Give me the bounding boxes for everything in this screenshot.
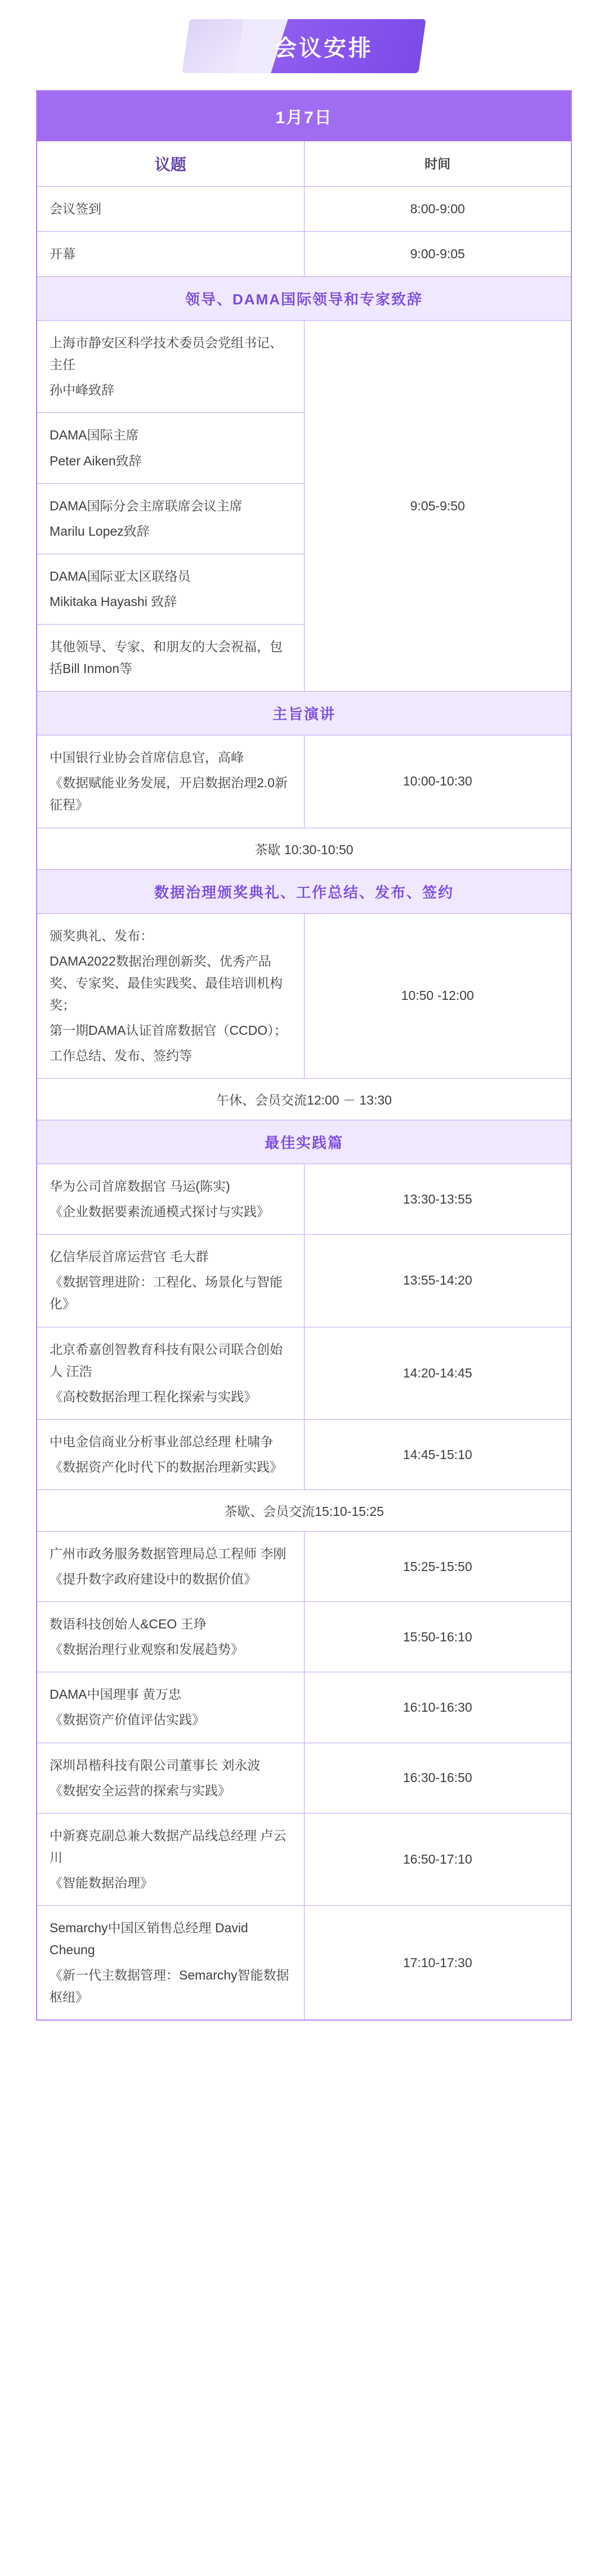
session-topic-line: 上海市静安区科学技术委员会党组书记、主任: [50, 335, 283, 373]
session-topic-line: 其他领导、专家、和朋友的大会祝福，包括Bill Inmon等: [50, 639, 283, 676]
table-row: [37, 913, 571, 1079]
session-topic-cell: [37, 232, 304, 277]
session-topic-line: 第一期DAMA认证首席数据官（CCDO）；: [50, 1022, 287, 1038]
banner: [186, 19, 422, 73]
session-topic-cell: [37, 1327, 304, 1419]
break-label: 午休、会员交流12:00 － 13:30: [37, 1079, 571, 1120]
session-topic-line: 颁奖典礼、发布：: [50, 928, 153, 943]
break-row: [37, 1079, 571, 1120]
session-topic-line: 《提升数字政府建设中的数据价值》: [50, 1572, 257, 1587]
section-title: 主旨演讲: [37, 692, 571, 735]
session-topic-cell: [37, 1419, 304, 1489]
session-topic-line: 广州市政务服务数据管理局总工程师 李刚: [50, 1546, 287, 1561]
session-topic-cell: [37, 913, 304, 1079]
table-row: [37, 1164, 571, 1235]
table-row: [37, 1743, 571, 1813]
session-topic-cell: [37, 413, 304, 483]
column-header-time: 时间: [304, 141, 571, 187]
section-header-row: [37, 277, 571, 321]
break-label: 茶歇 10:30-10:50: [37, 828, 571, 869]
session-time-cell: 9:00-9:05: [304, 232, 571, 277]
table-row: [37, 232, 571, 277]
banner-title: 会议安排: [274, 35, 373, 61]
session-topic-line: DAMA2022数据治理创新奖、优秀产品奖、专家奖、最佳实践奖、最佳培训机构奖；: [50, 953, 283, 1012]
table-row: [37, 735, 571, 828]
session-topic-line: Mikitaka Hayashi 致辞: [50, 594, 177, 609]
session-time-cell: 16:50-17:10: [304, 1813, 571, 1905]
session-time-cell: 10:50 -12:00: [304, 913, 571, 1079]
date-header: 1月7日: [37, 91, 571, 141]
session-topic-line: 数语科技创始人&CEO 王琤: [50, 1617, 207, 1632]
session-topic-cell: [37, 1906, 304, 2021]
section-header-row: [37, 869, 571, 913]
session-topic-line: 《数据资产化时代下的数据治理新实践》: [50, 1459, 283, 1474]
break-row: [37, 1490, 571, 1532]
column-header-topic: 议题: [37, 141, 304, 187]
session-time-cell: 17:10-17:30: [304, 1906, 571, 2021]
session-topic-line: Semarchy中国区销售总经理 David Cheung: [50, 1920, 248, 1958]
session-topic-line: 《数据治理行业观察和发展趋势》: [50, 1642, 244, 1657]
column-header-row: [37, 141, 571, 187]
session-topic-cell: [37, 1743, 304, 1813]
table-row: [37, 1602, 571, 1672]
section-header-row: [37, 1120, 571, 1164]
table-row: [37, 1419, 571, 1489]
session-topic-line: 开幕: [50, 246, 75, 262]
session-topic-line: 亿信华辰首席运营官 毛大群: [50, 1249, 209, 1264]
session-time-cell: 15:25-15:50: [304, 1532, 571, 1602]
break-row: [37, 828, 571, 869]
session-topic-line: DAMA国际分会主席联席会议主席: [50, 498, 243, 513]
session-time-cell: 16:10-16:30: [304, 1672, 571, 1743]
session-topic-cell: [37, 1672, 304, 1743]
section-title: 领导、DAMA国际领导和专家致辞: [37, 277, 571, 321]
section-title: 数据治理颁奖典礼、工作总结、发布、签约: [37, 869, 571, 913]
session-topic-cell: [37, 321, 304, 413]
table-row: [37, 1327, 571, 1419]
session-topic-line: 华为公司首席数据官 马运(陈实): [50, 1179, 230, 1194]
session-topic-cell: [37, 1813, 304, 1905]
session-topic-cell: [37, 735, 304, 828]
session-topic-cell: [37, 1602, 304, 1672]
session-topic-line: 中电金信商业分析事业部总经理 杜啸争: [50, 1434, 274, 1449]
table-row: [37, 1532, 571, 1602]
session-topic-cell: [37, 554, 304, 624]
table-row: [37, 1235, 571, 1327]
session-topic-line: 北京希嘉创智教育科技有限公司联合创始人 汪浩: [50, 1341, 283, 1379]
session-topic-line: DAMA国际亚太区联络员: [50, 568, 191, 584]
section-title: 最佳实践篇: [37, 1120, 571, 1164]
session-time-cell: 8:00-9:00: [304, 187, 571, 232]
session-time-cell: 14:45-15:10: [304, 1419, 571, 1489]
session-topic-line: 中新赛克副总兼大数据产品线总经理 卢云川: [50, 1828, 287, 1865]
table-row: [37, 1813, 571, 1905]
session-topic-line: 深圳昂楷科技有限公司董事长 刘永波: [50, 1757, 261, 1772]
session-topic-line: 工作总结、发布、签约等: [50, 1048, 192, 1063]
session-topic-cell: [37, 1235, 304, 1327]
session-topic-line: 《企业数据要素流通模式探讨与实践》: [50, 1204, 270, 1219]
session-topic-line: 中国银行业协会首席信息官，高峰: [50, 750, 244, 765]
banner-inner: [186, 30, 422, 62]
session-topic-line: 《高校数据治理工程化探索与实践》: [50, 1389, 257, 1404]
session-topic-cell: [37, 187, 304, 232]
session-time-cell: 14:20-14:45: [304, 1327, 571, 1419]
banner-shape: [182, 19, 426, 73]
schedule-table: [36, 90, 572, 2021]
banner-container: [0, 0, 608, 90]
table-row: [37, 1672, 571, 1743]
break-label: 茶歇、会员交流15:10-15:25: [37, 1490, 571, 1532]
schedule-table-container: [0, 90, 608, 2021]
session-topic-cell: [37, 483, 304, 554]
session-time-cell: 10:00-10:30: [304, 735, 571, 828]
session-topic-line: Marilu Lopez致辞: [50, 523, 150, 538]
session-time-cell: 13:55-14:20: [304, 1235, 571, 1327]
session-topic-line: 《智能数据治理》: [50, 1875, 153, 1890]
session-time-cell: 13:30-13:55: [304, 1164, 571, 1235]
session-time-cell: 16:30-16:50: [304, 1743, 571, 1813]
session-time-cell: 9:05-9:50: [304, 321, 571, 692]
session-topic-cell: [37, 1532, 304, 1602]
session-topic-cell: [37, 1164, 304, 1235]
table-row: [37, 1906, 571, 2021]
session-topic-line: 《数据资产价值评估实践》: [50, 1712, 205, 1727]
session-topic-line: 孙中峰致辞: [50, 383, 114, 398]
session-topic-cell: [37, 625, 304, 692]
session-topic-line: 《数据管理进阶：工程化、场景化与智能化》: [50, 1274, 283, 1312]
session-topic-line: 《新一代主数据管理：Semarchy智能数据枢纽》: [50, 1968, 289, 2005]
table-row: [37, 321, 571, 413]
session-topic-line: 会议签到: [50, 201, 101, 216]
date-header-row: [37, 91, 571, 141]
session-time-cell: 15:50-16:10: [304, 1602, 571, 1672]
session-topic-line: DAMA中国理事 黄万忠: [50, 1687, 181, 1702]
session-topic-line: 《数据赋能业务发展，开启数据治理2.0新征程》: [50, 775, 288, 813]
session-topic-line: Peter Aiken致辞: [50, 453, 142, 468]
session-topic-line: DAMA国际主席: [50, 428, 139, 443]
session-topic-line: 《数据安全运营的探索与实践》: [50, 1783, 231, 1798]
schedule-table-body: [37, 91, 571, 2020]
section-header-row: [37, 692, 571, 735]
table-row: [37, 187, 571, 232]
